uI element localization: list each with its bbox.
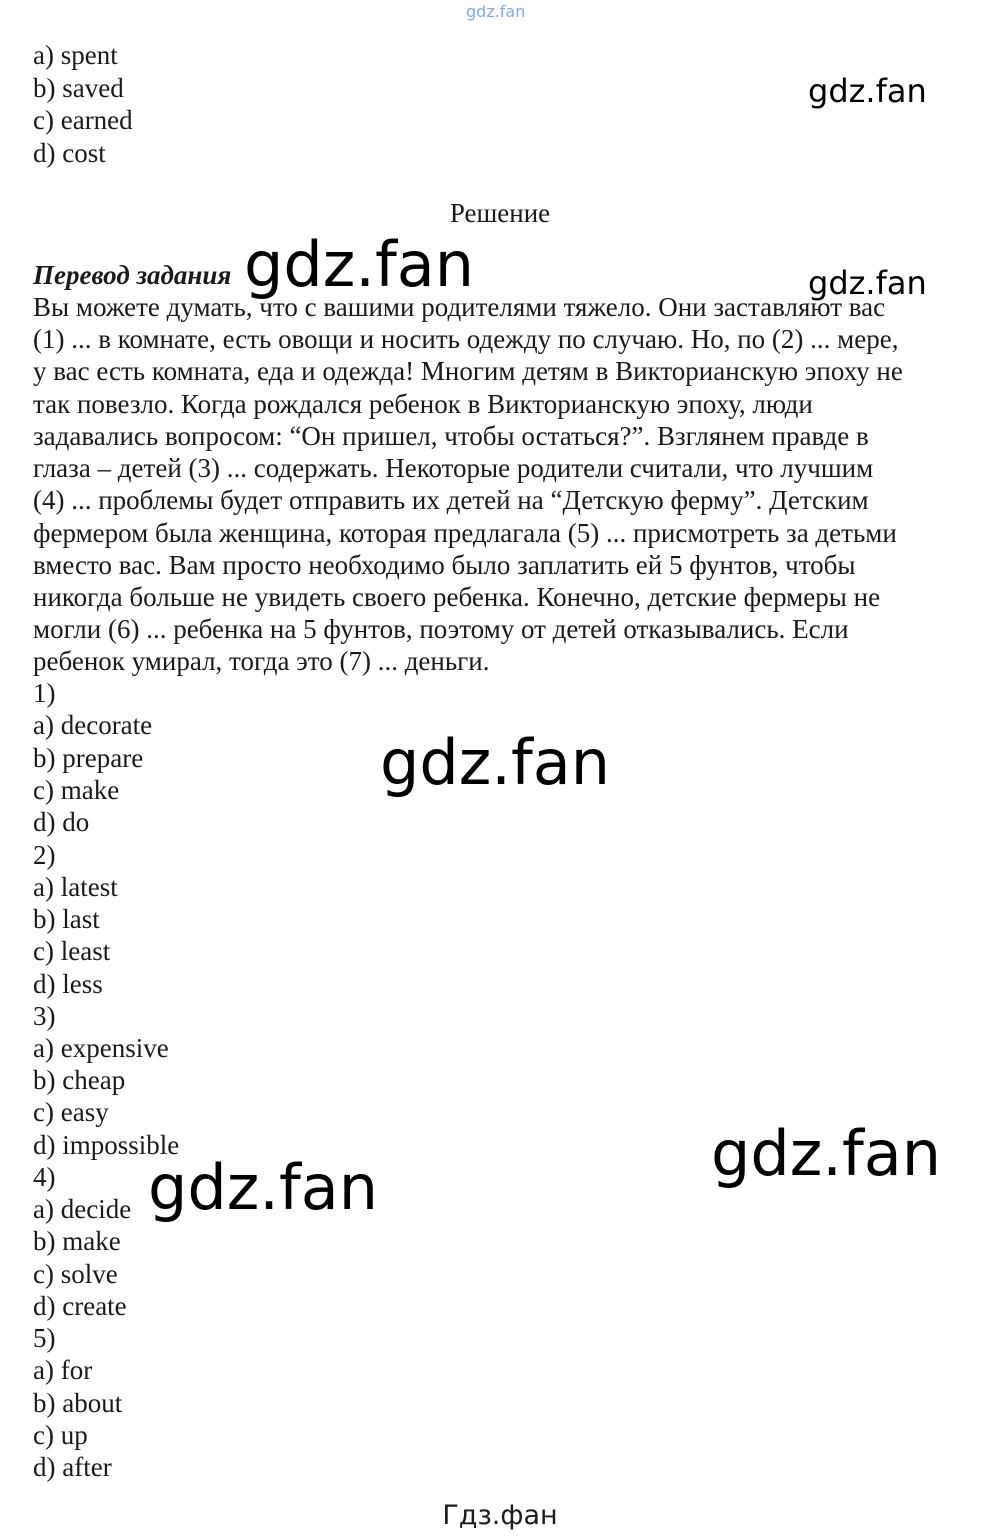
watermark: gdz.fan — [808, 264, 927, 302]
intro-option-b: b) saved — [33, 73, 124, 103]
watermark: gdz.fan — [711, 1117, 942, 1190]
answer-line: 3) — [33, 1001, 56, 1031]
answer-line: c) make — [33, 775, 120, 805]
answer-line: b) about — [33, 1388, 123, 1418]
translation-line: (4) ... проблемы будет отправить их детей на “Детскую ферму”. Детским — [33, 485, 869, 515]
watermark: gdz.fan — [808, 72, 927, 110]
intro-option-c: c) earned — [33, 105, 133, 135]
answer-line: c) easy — [33, 1097, 109, 1127]
answer-line: b) prepare — [33, 743, 144, 773]
translation-line: могли (6) ... ребенка на 5 фунтов, поэтому от детей отказывались. Если — [33, 614, 849, 644]
answer-line: 4) — [33, 1162, 56, 1192]
answer-line: 5) — [33, 1323, 56, 1353]
answer-line: b) cheap — [33, 1065, 126, 1095]
translation-line: глаза – детей (3) ... содержать. Некоторые родители считали, что лучшим — [33, 453, 874, 483]
translation-line: так повезло. Когда рождался ребенок в Викторианскую эпоху, люди — [33, 389, 813, 419]
answer-line: c) least — [33, 936, 111, 966]
top-watermark: gdz.fan — [466, 2, 526, 21]
watermark: gdz.fan — [244, 228, 475, 301]
translation-line: (1) ... в комнате, есть овощи и носить одежду по случаю. Но, по (2) ... мере, — [33, 324, 899, 354]
answer-line: 2) — [33, 840, 56, 870]
answer-line: a) decide — [33, 1194, 132, 1224]
answer-line: d) less — [33, 969, 103, 999]
solution-heading: Решение — [449, 198, 551, 228]
answer-line: d) impossible — [33, 1130, 180, 1160]
translation-line: вместо вас. Вам просто необходимо было заплатить ей 5 фунтов, чтобы — [33, 550, 856, 580]
intro-option-a: a) spent — [33, 40, 118, 70]
answer-line: b) make — [33, 1226, 121, 1256]
answer-line: d) create — [33, 1291, 127, 1321]
answer-line: c) up — [33, 1420, 88, 1450]
answer-line: a) expensive — [33, 1033, 169, 1063]
translation-line: фермером была женщина, которая предлагала (5) ... присмотреть за детьми — [33, 518, 897, 548]
translation-line: никогда больше не увидеть своего ребенка. Конечно, детские фермеры не — [33, 582, 881, 612]
footer-caption: Гдз.фан — [442, 1500, 558, 1531]
answer-line: 1) — [33, 678, 56, 708]
answer-line: b) last — [33, 904, 100, 934]
translation-line: задавались вопросом: “Он пришел, чтобы остаться?”. Взглянем правде в — [33, 421, 869, 451]
translation-line: у вас есть комната, еда и одежда! Многим детям в Викторианскую эпоху не — [33, 356, 903, 386]
answer-line: d) do — [33, 807, 90, 837]
answer-line: c) solve — [33, 1259, 118, 1289]
answer-line: a) for — [33, 1355, 93, 1385]
translation-line: ребенок умирал, тогда это (7) ... деньги. — [33, 646, 490, 676]
answer-line: d) after — [33, 1452, 112, 1482]
watermark: gdz.fan — [380, 726, 611, 799]
answer-line: a) decorate — [33, 710, 153, 740]
intro-option-d: d) cost — [33, 138, 106, 168]
answer-line: a) latest — [33, 872, 118, 902]
watermark: gdz.fan — [148, 1151, 379, 1224]
translation-heading: Перевод задания — [33, 260, 232, 290]
translation-line: Вы можете думать, что с вашими родителями тяжело. Они заставляют вас — [33, 292, 886, 322]
